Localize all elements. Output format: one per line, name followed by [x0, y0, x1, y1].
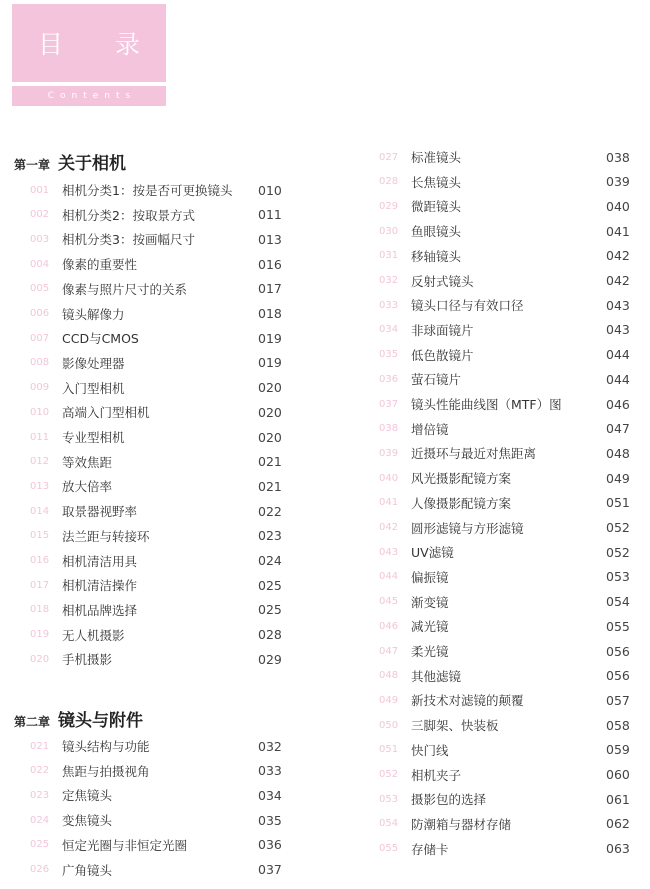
chapter-title: 关于相机 [58, 154, 127, 174]
entry-number: 008 [30, 357, 50, 369]
entry-number: 007 [30, 332, 50, 344]
entry-number: 034 [379, 324, 399, 336]
contents-banner [12, 4, 166, 106]
entry-page: 041 [606, 223, 630, 239]
entry-number: 031 [379, 250, 399, 262]
entry-page: 016 [258, 256, 282, 272]
entry-number: 011 [30, 431, 50, 443]
entry-number: 004 [30, 258, 50, 270]
entry-page: 033 [258, 763, 282, 779]
banner-title-box [12, 4, 166, 82]
entry-number: 015 [30, 530, 50, 542]
entry-page: 056 [606, 643, 630, 659]
entry-number: 047 [379, 645, 399, 657]
entry-title: 无人机摄影 [62, 627, 125, 643]
entry-number: 053 [379, 793, 399, 805]
entry-number: 041 [379, 497, 399, 509]
entry-title: 低色散镜片 [411, 347, 474, 363]
entry-page: 023 [258, 528, 282, 544]
chapter-title: 镜头与附件 [58, 711, 144, 731]
entry-title: 其他滤镜 [411, 668, 462, 684]
entry-page: 047 [606, 421, 630, 437]
entry-number: 030 [379, 225, 399, 237]
entry-title: 专业型相机 [62, 430, 125, 445]
entry-page: 052 [606, 544, 630, 560]
entry-page: 043 [606, 297, 630, 313]
entry-title: 影像处理器 [62, 355, 125, 371]
entry-title: 相机清洁操作 [62, 578, 138, 594]
entry-title: 变焦镜头 [62, 813, 113, 829]
entry-title: 萤石镜片 [411, 372, 462, 388]
entry-number: 035 [379, 349, 399, 361]
entry-number: 019 [30, 629, 50, 641]
entry-title: 存储卡 [411, 841, 449, 857]
entry-title: 相机清洁用具 [62, 553, 138, 569]
entry-page: 038 [606, 149, 630, 165]
chapter-heading [14, 149, 126, 174]
entry-number: 045 [379, 596, 399, 608]
entry-title: 广角镜头 [62, 862, 113, 878]
entry-number: 021 [30, 740, 50, 752]
entry-page: 044 [606, 371, 630, 387]
entry-title: 圆形滤镜与方形滤镜 [411, 520, 524, 536]
entry-number: 017 [30, 579, 50, 591]
entry-page: 019 [258, 330, 282, 346]
entry-page: 010 [258, 182, 282, 198]
entry-title: 相机分类1：按是否可更换镜头 [62, 183, 233, 198]
entry-page: 020 [258, 380, 282, 396]
entry-page: 060 [606, 767, 630, 782]
entry-title: 微距镜头 [411, 199, 462, 215]
entry-title: 标准镜头 [411, 150, 462, 165]
entry-page: 024 [258, 553, 282, 568]
banner-subtitle-box [12, 86, 166, 106]
entry-title: 放大倍率 [62, 479, 113, 495]
entry-title: 三脚架、快装板 [411, 718, 499, 734]
entry-page: 028 [258, 627, 282, 643]
entry-page: 046 [606, 396, 630, 412]
entry-number: 043 [379, 546, 399, 558]
entry-number: 013 [30, 480, 50, 492]
entry-number: 027 [379, 151, 399, 163]
entry-title: UV滤镜 [411, 545, 454, 561]
entry-page: 051 [606, 495, 630, 511]
entry-title: CCD与CMOS [62, 331, 139, 347]
entry-number: 049 [379, 694, 399, 706]
entry-page: 055 [606, 618, 630, 634]
entry-number: 028 [379, 176, 399, 188]
entry-page: 022 [258, 503, 282, 519]
entry-number: 014 [30, 505, 50, 517]
chapter-heading [14, 706, 143, 731]
entry-page: 048 [606, 445, 630, 461]
entry-number: 005 [30, 283, 50, 295]
entry-page: 062 [606, 816, 630, 832]
entry-title: 快门线 [411, 742, 449, 758]
entry-page: 020 [258, 429, 282, 445]
entry-number: 054 [379, 818, 399, 830]
entry-number: 051 [379, 744, 399, 756]
entry-number: 023 [30, 789, 50, 801]
entry-title: 镜头口径与有效口径 [411, 298, 524, 314]
entry-page: 053 [606, 569, 630, 585]
entry-title: 相机分类2：按取景方式 [62, 207, 195, 223]
entry-number: 052 [379, 769, 399, 780]
entry-page: 056 [606, 668, 630, 684]
entry-page: 025 [258, 577, 282, 593]
entry-number: 024 [30, 814, 50, 826]
entry-number: 050 [379, 719, 399, 731]
entry-number: 025 [30, 839, 50, 851]
entry-page: 057 [606, 692, 630, 708]
entry-number: 022 [30, 765, 50, 777]
entry-title: 定焦镜头 [62, 788, 113, 804]
entry-number: 018 [30, 604, 50, 616]
entry-number: 033 [379, 299, 399, 311]
entry-number: 038 [379, 423, 399, 435]
entry-number: 012 [30, 456, 50, 468]
entry-number: 048 [379, 670, 399, 682]
entry-title: 偏振镜 [411, 569, 449, 585]
entry-title: 法兰距与转接环 [62, 528, 150, 544]
entry-title: 像素的重要性 [62, 257, 138, 273]
entry-title: 减光镜 [411, 619, 449, 635]
chapter-number: 第二章 [14, 715, 51, 729]
entry-page: 042 [606, 273, 630, 288]
entry-number: 032 [379, 275, 399, 286]
entry-number: 020 [30, 653, 50, 665]
entry-title: 风光摄影配镜方案 [411, 471, 512, 487]
entry-title: 柔光镜 [411, 644, 449, 659]
entry-title: 摄影包的选择 [411, 792, 487, 808]
entry-page: 017 [258, 281, 282, 297]
entry-page: 020 [258, 404, 282, 420]
entry-number: 016 [30, 555, 50, 566]
entry-title: 镜头性能曲线图（MTF）图 [411, 397, 562, 412]
entry-title: 相机分类3：按画幅尺寸 [62, 232, 195, 248]
entry-page: 029 [258, 651, 282, 667]
entry-number: 055 [379, 843, 399, 855]
entry-title: 新技术对滤镜的颠覆 [411, 693, 524, 709]
entry-page: 032 [258, 738, 282, 754]
entry-title: 焦距与拍摄视角 [62, 763, 150, 779]
entry-page: 052 [606, 520, 630, 535]
entry-number: 002 [30, 209, 50, 221]
entry-page: 019 [258, 355, 282, 371]
entry-title: 镜头解像力 [62, 306, 125, 322]
banner-subtitle: Contents [47, 91, 137, 101]
entry-title: 增倍镜 [411, 421, 449, 437]
entry-title: 像素与照片尺寸的关系 [62, 281, 188, 297]
entry-page: 049 [606, 470, 630, 486]
entry-number: 046 [379, 620, 399, 632]
entry-number: 040 [379, 472, 399, 484]
entry-number: 003 [30, 233, 50, 245]
entry-page: 058 [606, 717, 630, 733]
entry-page: 018 [258, 306, 282, 321]
entry-page: 036 [258, 837, 282, 853]
entry-page: 059 [606, 742, 630, 758]
entry-number: 029 [379, 200, 399, 212]
entry-number: 026 [30, 864, 50, 875]
entry-title: 镜头结构与功能 [62, 739, 150, 754]
entry-number: 009 [30, 382, 50, 394]
entry-title: 高端入门型相机 [62, 405, 150, 421]
entry-number: 044 [379, 571, 399, 583]
entry-page: 034 [258, 787, 282, 803]
entry-number: 039 [379, 447, 399, 459]
entry-number: 036 [379, 373, 399, 385]
entry-title: 相机品牌选择 [62, 602, 138, 618]
entry-page: 043 [606, 322, 630, 338]
entry-number: 042 [379, 522, 399, 533]
entry-page: 035 [258, 812, 282, 828]
entry-page: 037 [258, 862, 282, 877]
entry-title: 入门型相机 [62, 380, 125, 396]
entry-page: 013 [258, 231, 282, 247]
entry-page: 021 [258, 478, 282, 494]
entry-title: 恒定光圈与非恒定光圈 [62, 837, 188, 853]
entry-number: 006 [30, 308, 50, 319]
entry-title: 防潮箱与器材存储 [411, 816, 512, 832]
entry-title: 人像摄影配镜方案 [411, 495, 512, 511]
entry-number: 001 [30, 184, 50, 196]
entry-title: 非球面镜片 [411, 322, 474, 338]
entry-title: 反射式镜头 [411, 273, 474, 289]
entry-page: 063 [606, 841, 630, 857]
entry-page: 054 [606, 594, 630, 610]
chapter-number: 第一章 [14, 158, 51, 172]
entry-page: 039 [606, 174, 630, 190]
entry-page: 021 [258, 454, 282, 470]
entry-page: 040 [606, 198, 630, 214]
entry-title: 等效焦距 [62, 454, 113, 470]
entry-title: 相机夹子 [411, 767, 462, 783]
entry-page: 042 [606, 248, 630, 264]
entry-title: 手机摄影 [62, 652, 113, 668]
banner-title: 目 录 [38, 30, 162, 59]
entry-title: 取景器视野率 [62, 504, 138, 520]
entry-page: 025 [258, 602, 282, 618]
entry-title: 鱼眼镜头 [411, 224, 462, 240]
entry-title: 近摄环与最近对焦距离 [411, 446, 537, 462]
entry-number: 010 [30, 406, 50, 418]
entry-number: 037 [379, 398, 399, 410]
entry-title: 渐变镜 [411, 594, 449, 610]
entry-page: 044 [606, 347, 630, 363]
entry-title: 移轴镜头 [411, 248, 462, 264]
entry-page: 011 [258, 207, 282, 223]
entry-title: 长焦镜头 [411, 174, 462, 190]
entry-page: 061 [606, 791, 630, 807]
